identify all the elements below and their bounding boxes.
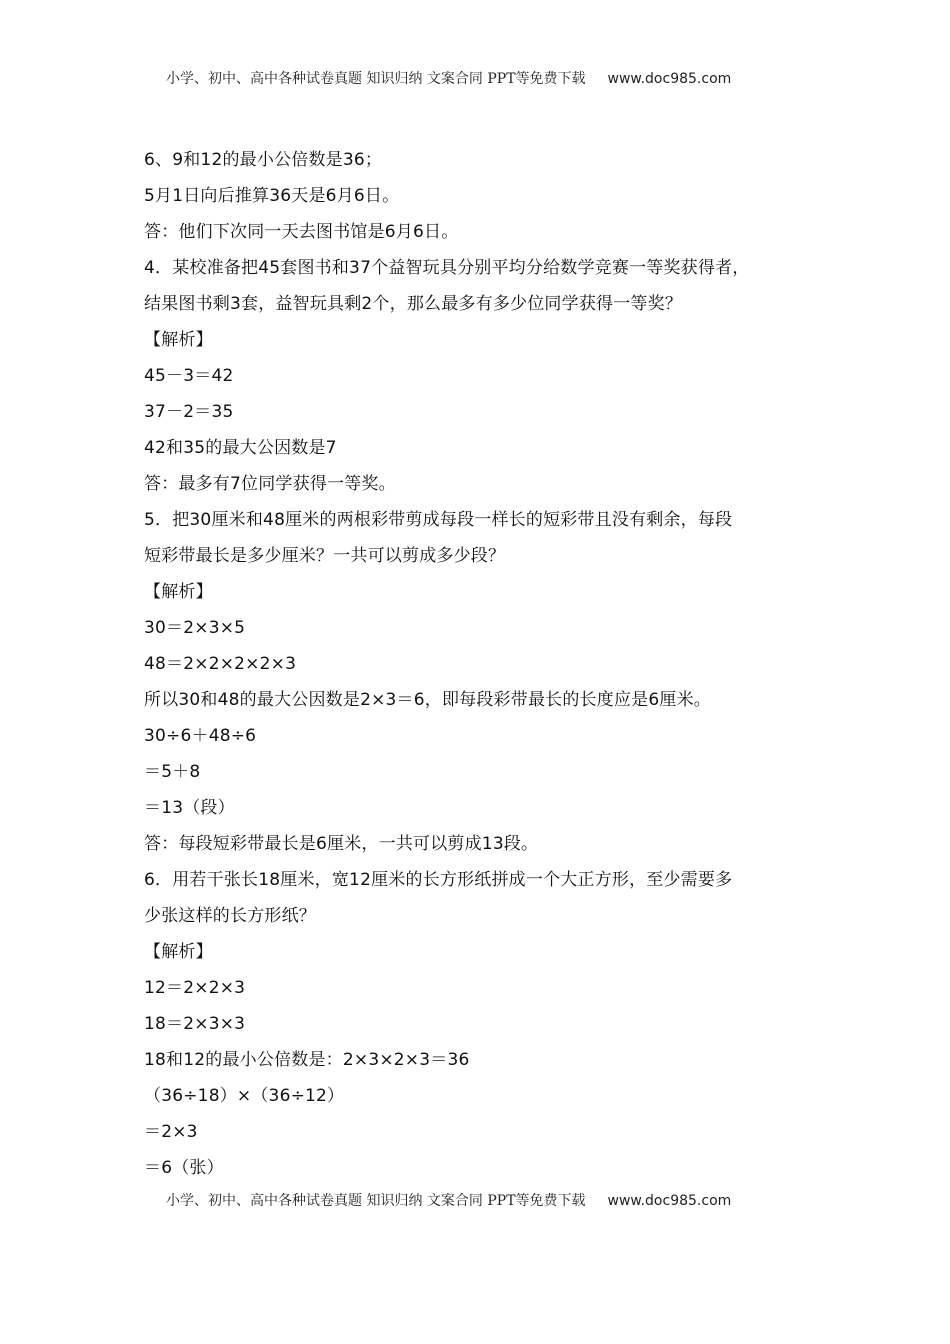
text-line: ＝2×3 <box>144 1122 198 1142</box>
footer-text: 小学、初中、高中各种试卷真题 知识归纳 文案合同 PPT等免费下载 <box>166 1193 586 1209</box>
analysis-heading: 【解析】 <box>144 330 213 350</box>
header-site: www.doc985.com <box>607 71 732 87</box>
text-line: 12＝2×2×3 <box>144 978 246 998</box>
question-4-line-2: 结果图书剩3套，益智玩具剩2个，那么最多有多少位同学获得一等奖？ <box>144 294 683 314</box>
text-line: ＝13（段） <box>144 798 235 818</box>
text-line: 45－3＝42 <box>144 366 234 386</box>
question-5-line-1: 5．把30厘米和48厘米的两根彩带剪成每段一样长的短彩带且没有剩余，每段 <box>144 510 733 530</box>
page-footer <box>166 1192 731 1210</box>
text-line: 37－2＝35 <box>144 402 234 422</box>
text-line: 30＝2×3×5 <box>144 618 246 638</box>
analysis-heading: 【解析】 <box>144 942 213 962</box>
text-line: 18＝2×3×3 <box>144 1014 246 1034</box>
text-line: 30÷6＋48÷6 <box>144 726 257 746</box>
text-line: 5月1日向后推算36天是6月6日。 <box>144 186 400 206</box>
text-line: 18和12的最小公倍数是：2×3×2×3＝36 <box>144 1050 470 1070</box>
text-line: 48＝2×2×2×2×3 <box>144 654 297 674</box>
question-5-line-2: 短彩带最长是多少厘米？一共可以剪成多少段？ <box>144 546 506 566</box>
question-4-line-1: 4．某校准备把45套图书和37个益智玩具分别平均分给数学竞赛一等奖获得者， <box>144 258 750 278</box>
header-text: 小学、初中、高中各种试卷真题 知识归纳 文案合同 PPT等免费下载 <box>166 71 586 87</box>
answer-line: 答：最多有7位同学获得一等奖。 <box>144 474 396 494</box>
answer-line: 答：每段短彩带最长是6厘米，一共可以剪成13段。 <box>144 834 539 854</box>
question-6-line-2: 少张这样的长方形纸？ <box>144 906 316 926</box>
text-line: （36÷18）×（36÷12） <box>144 1086 345 1106</box>
footer-site: www.doc985.com <box>607 1193 732 1209</box>
text-line: ＝6（张） <box>144 1158 224 1178</box>
document-body <box>144 142 834 1186</box>
text-line: 6、9和12的最小公倍数是36； <box>144 150 383 170</box>
text-line: 所以30和48的最大公因数是2×3＝6，即每段彩带最长的长度应是6厘米。 <box>144 690 711 710</box>
question-6-line-1: 6．用若干张长18厘米，宽12厘米的长方形纸拼成一个大正方形，至少需要多 <box>144 870 733 890</box>
text-line: 42和35的最大公因数是7 <box>144 438 337 458</box>
analysis-heading: 【解析】 <box>144 582 213 602</box>
answer-line: 答：他们下次同一天去图书馆是6月6日。 <box>144 222 459 242</box>
text-line: ＝5＋8 <box>144 762 201 782</box>
page-header <box>166 70 731 88</box>
